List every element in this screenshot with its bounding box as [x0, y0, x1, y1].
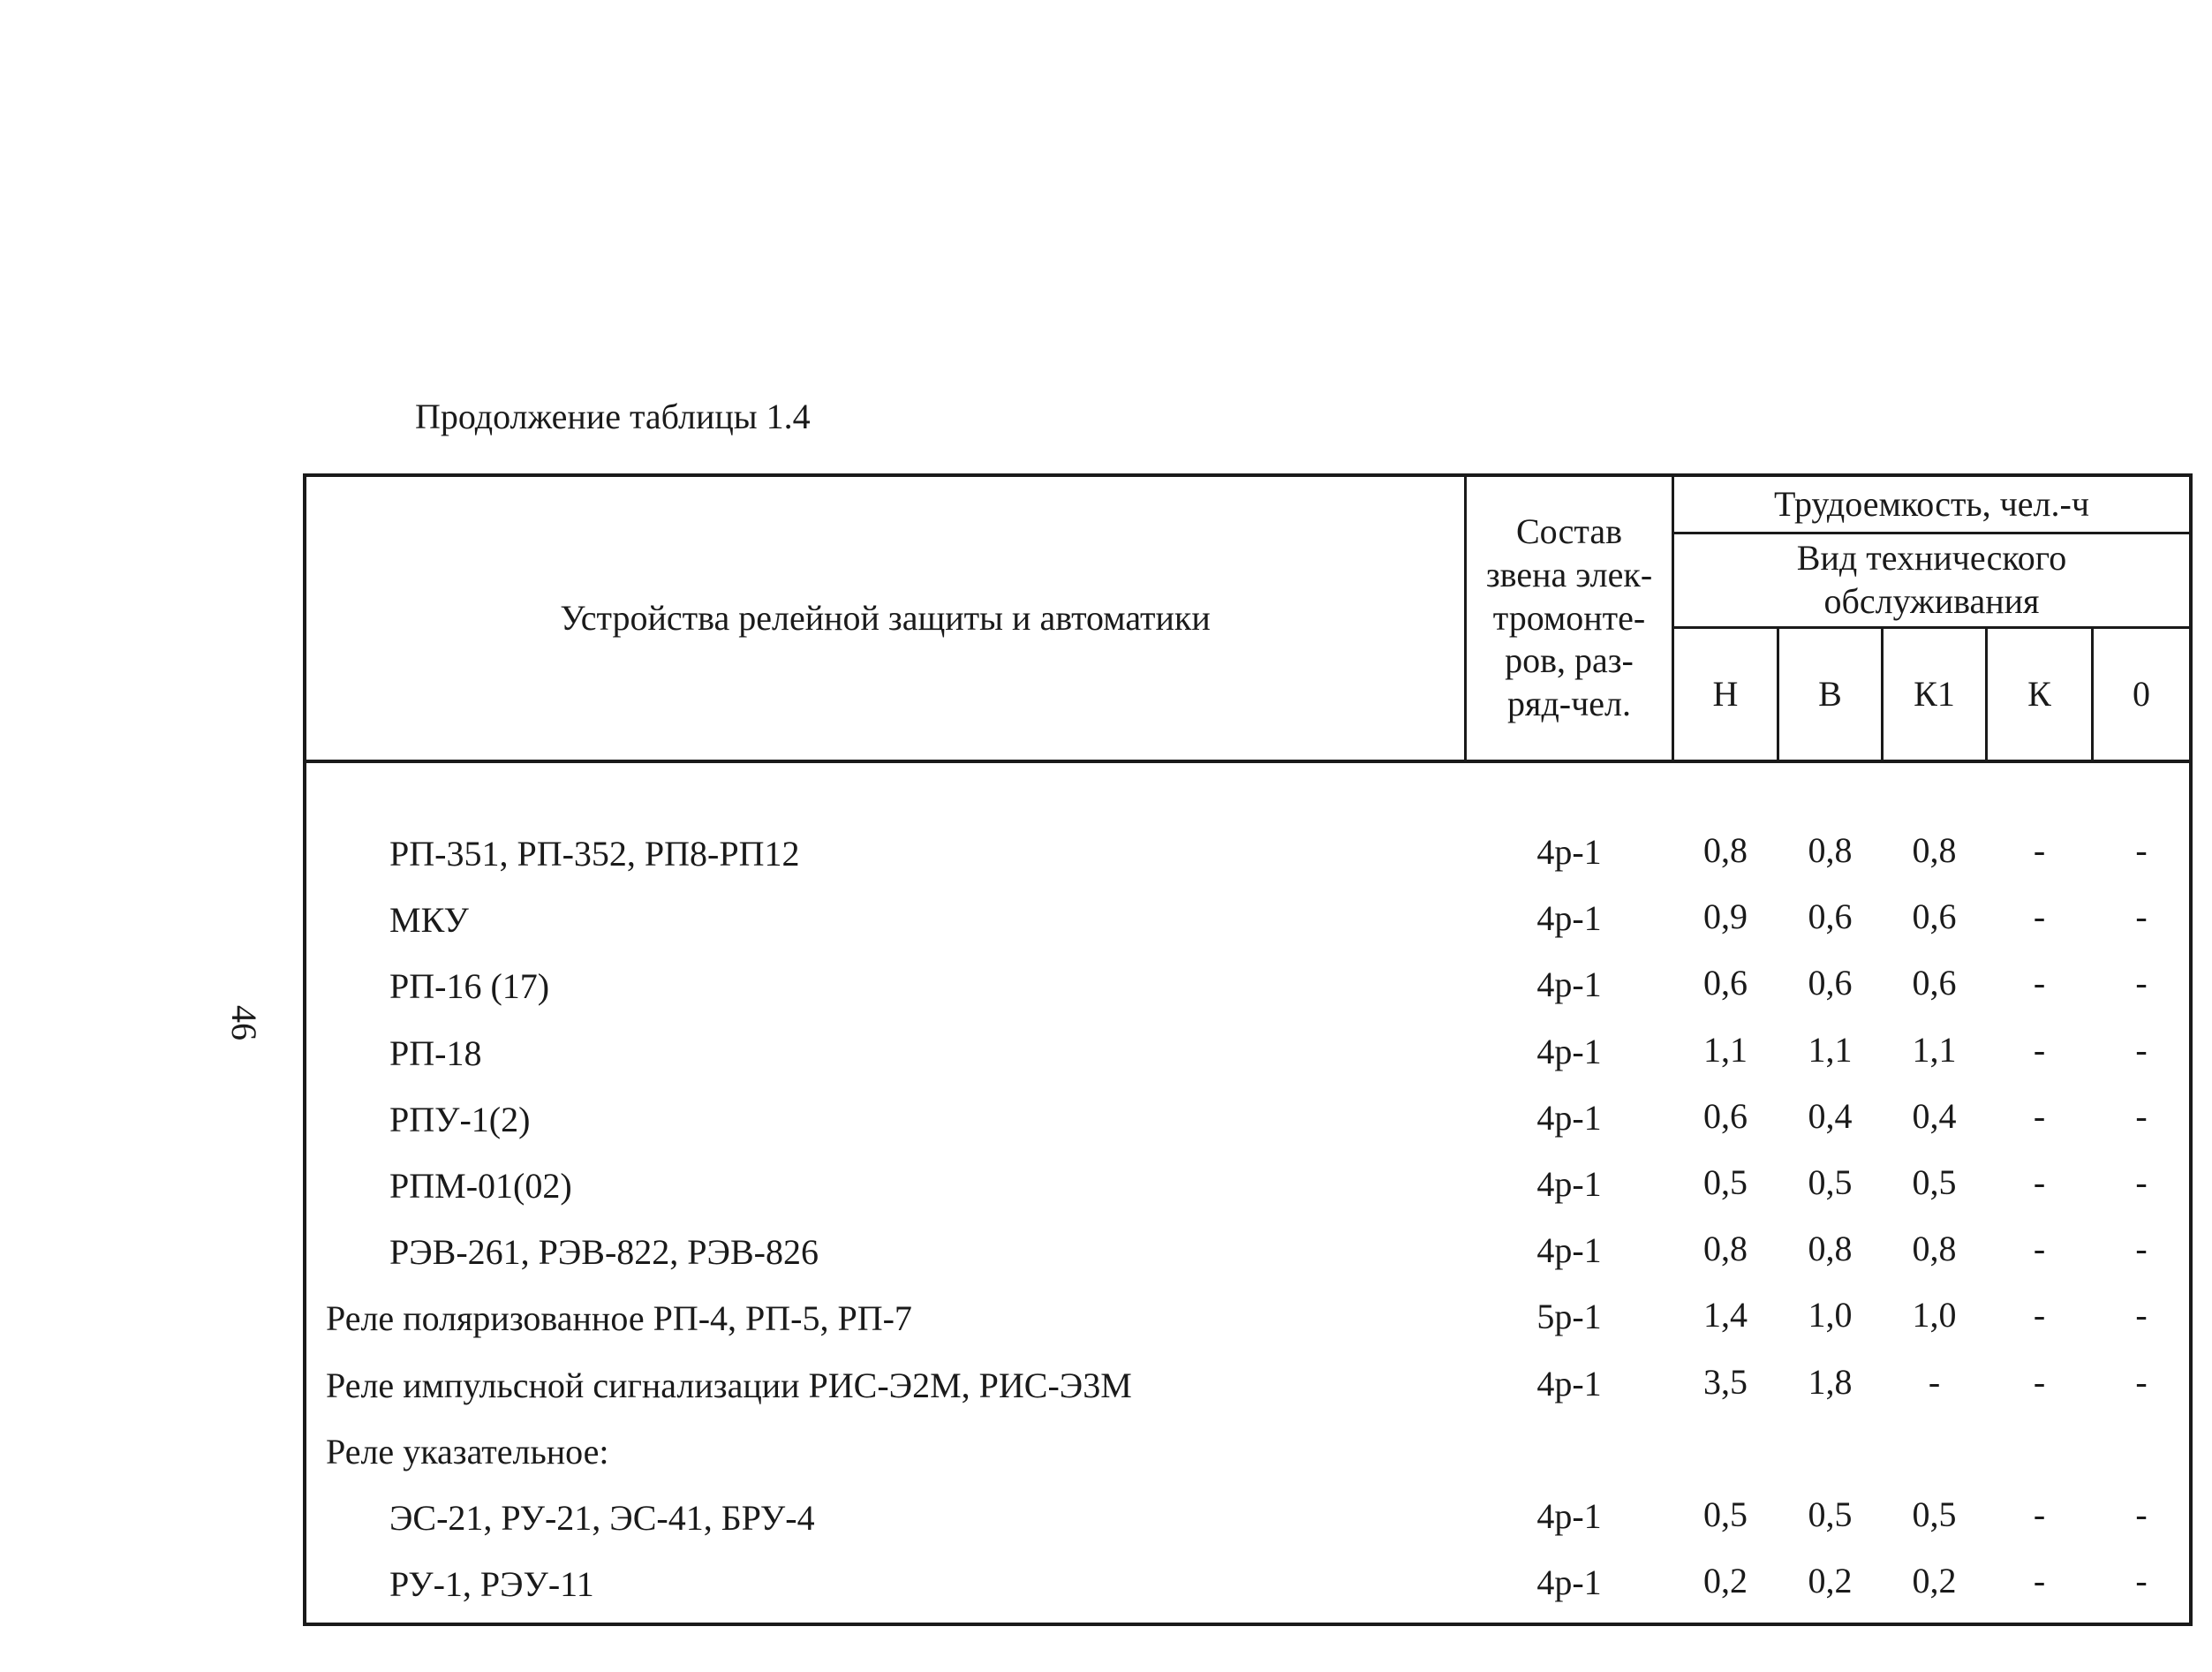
labor-value: 0,6 [1912, 963, 1957, 1002]
crew-value: 5р-1 [1536, 1297, 1602, 1336]
labor-value: 3,5 [1703, 1362, 1748, 1402]
device-name: РП-16 (17) [389, 966, 550, 1006]
labor-value: 0,5 [1912, 1162, 1957, 1202]
labor-value: - [2135, 1295, 2148, 1335]
labor-value: - [2135, 1494, 2148, 1534]
header-crew-line: звена элек- [1485, 554, 1653, 594]
labor-value: 1,1 [1808, 1030, 1853, 1070]
labor-value: - [2033, 1362, 2046, 1402]
labor-value: 0,6 [1703, 963, 1748, 1002]
header-type-v: В [1818, 673, 1842, 714]
labor-value: - [2033, 1295, 2046, 1335]
header-device [306, 477, 1464, 760]
labor-value: 0,2 [1703, 1561, 1748, 1600]
labor-value: 1,1 [1912, 1030, 1957, 1070]
device-name: Реле указательное: [326, 1432, 609, 1472]
crew-value: 4р-1 [1536, 1496, 1602, 1536]
crew-value: 4р-1 [1536, 1364, 1602, 1403]
header-device-label: Устройства релейной защиты и автоматики [560, 597, 1211, 638]
labor-value: - [2135, 1229, 2148, 1268]
labor-value: 0,4 [1808, 1096, 1853, 1136]
device-name: ЭС-21, РУ-21, ЭС-41, БРУ-4 [389, 1498, 815, 1538]
labor-value: 0,6 [1703, 1096, 1748, 1136]
labor-value: - [2135, 1096, 2148, 1136]
labor-value: 0,9 [1703, 897, 1748, 936]
labor-value: - [2135, 1030, 2148, 1070]
labor-value: 0,5 [1808, 1162, 1853, 1202]
labor-value: - [2033, 1229, 2046, 1268]
device-name: РП-351, РП-352, РП8-РП12 [389, 834, 800, 874]
labor-value: 0,8 [1808, 1229, 1853, 1268]
labor-value: 0,8 [1808, 830, 1853, 870]
labor-value: 0,5 [1703, 1494, 1748, 1534]
header-divider [306, 760, 2189, 763]
labor-value: 0,6 [1808, 897, 1853, 936]
labor-value: - [2033, 1162, 2046, 1202]
labor-value: 0,2 [1808, 1561, 1853, 1600]
header-type-n: Н [1712, 673, 1739, 714]
device-name: Реле импульсной сигнализации РИС-Э2М, РИС-Э3М [326, 1366, 1132, 1405]
crew-value: 4р-1 [1536, 1098, 1602, 1138]
labor-value: 1,0 [1808, 1295, 1853, 1335]
crew-value: 4р-1 [1536, 965, 1602, 1004]
labor-value: 0,6 [1808, 963, 1853, 1002]
labor-value: 0,8 [1703, 830, 1748, 870]
device-name: РЭВ-261, РЭВ-822, РЭВ-826 [389, 1232, 819, 1272]
labor-value: - [2033, 830, 2046, 870]
labor-value: 1,0 [1912, 1295, 1957, 1335]
labor-value: 0,5 [1912, 1494, 1957, 1534]
device-name: МКУ [389, 900, 469, 940]
device-name: РП-18 [389, 1033, 482, 1073]
labor-value: 0,8 [1703, 1229, 1748, 1268]
device-name: РПМ-01(02) [389, 1166, 572, 1206]
labor-value: - [2135, 897, 2148, 936]
labor-value: - [2033, 1096, 2046, 1136]
labor-value: 0,5 [1703, 1162, 1748, 1202]
crew-value: 4р-1 [1536, 1562, 1602, 1602]
labor-value: - [2135, 1561, 2148, 1600]
labor-value: - [2135, 830, 2148, 870]
header-type-o: 0 [2133, 673, 2150, 714]
device-name: Реле поляризованное РП-4, РП-5, РП-7 [326, 1298, 912, 1338]
crew-value: 4р-1 [1536, 1230, 1602, 1270]
header-crew [1467, 477, 1672, 760]
header-crew-line: ров, раз- [1505, 640, 1634, 681]
crew-value: 4р-1 [1536, 1032, 1602, 1071]
labor-value: - [2033, 1561, 2046, 1600]
page-number: 46 [224, 1005, 264, 1040]
table-caption: Продолжение таблицы 1.4 [415, 397, 811, 436]
labor-value: 1,1 [1703, 1030, 1748, 1070]
labor-value: - [2135, 1162, 2148, 1202]
header-labor: Трудоемкость, чел.-ч [1774, 483, 2089, 524]
labor-table [303, 473, 2193, 1626]
labor-value: 0,6 [1912, 897, 1957, 936]
labor-value: - [2033, 963, 2046, 1002]
labor-value: 0,2 [1912, 1561, 1957, 1600]
header-type-k1: К1 [1914, 673, 1955, 714]
labor-value: - [1928, 1362, 1941, 1402]
labor-value: - [2033, 1494, 2046, 1534]
labor-value: 0,5 [1808, 1494, 1853, 1534]
labor-value: 0,8 [1912, 1229, 1957, 1268]
crew-value: 4р-1 [1536, 832, 1602, 872]
crew-value: 4р-1 [1536, 1164, 1602, 1204]
device-name: РУ-1, РЭУ-11 [389, 1564, 594, 1604]
crew-value: 4р-1 [1536, 898, 1602, 938]
device-name: РПУ-1(2) [389, 1100, 531, 1139]
labor-value: 0,8 [1912, 830, 1957, 870]
header-crew-line: Состав [1515, 511, 1623, 551]
labor-value: - [2033, 1030, 2046, 1070]
labor-value: 1,8 [1808, 1362, 1853, 1402]
labor-value: - [2033, 897, 2046, 936]
labor-value: - [2135, 1362, 2148, 1402]
header-crew-line: тромонте- [1492, 597, 1646, 638]
labor-value: - [2135, 963, 2148, 1002]
header-service-type: Вид технического обслуживания [1796, 538, 2067, 621]
header-crew-line: ряд-чел. [1507, 684, 1631, 724]
labor-value: 1,4 [1703, 1295, 1748, 1335]
header-type-k: К [2027, 673, 2051, 714]
labor-value: 0,4 [1912, 1096, 1957, 1136]
